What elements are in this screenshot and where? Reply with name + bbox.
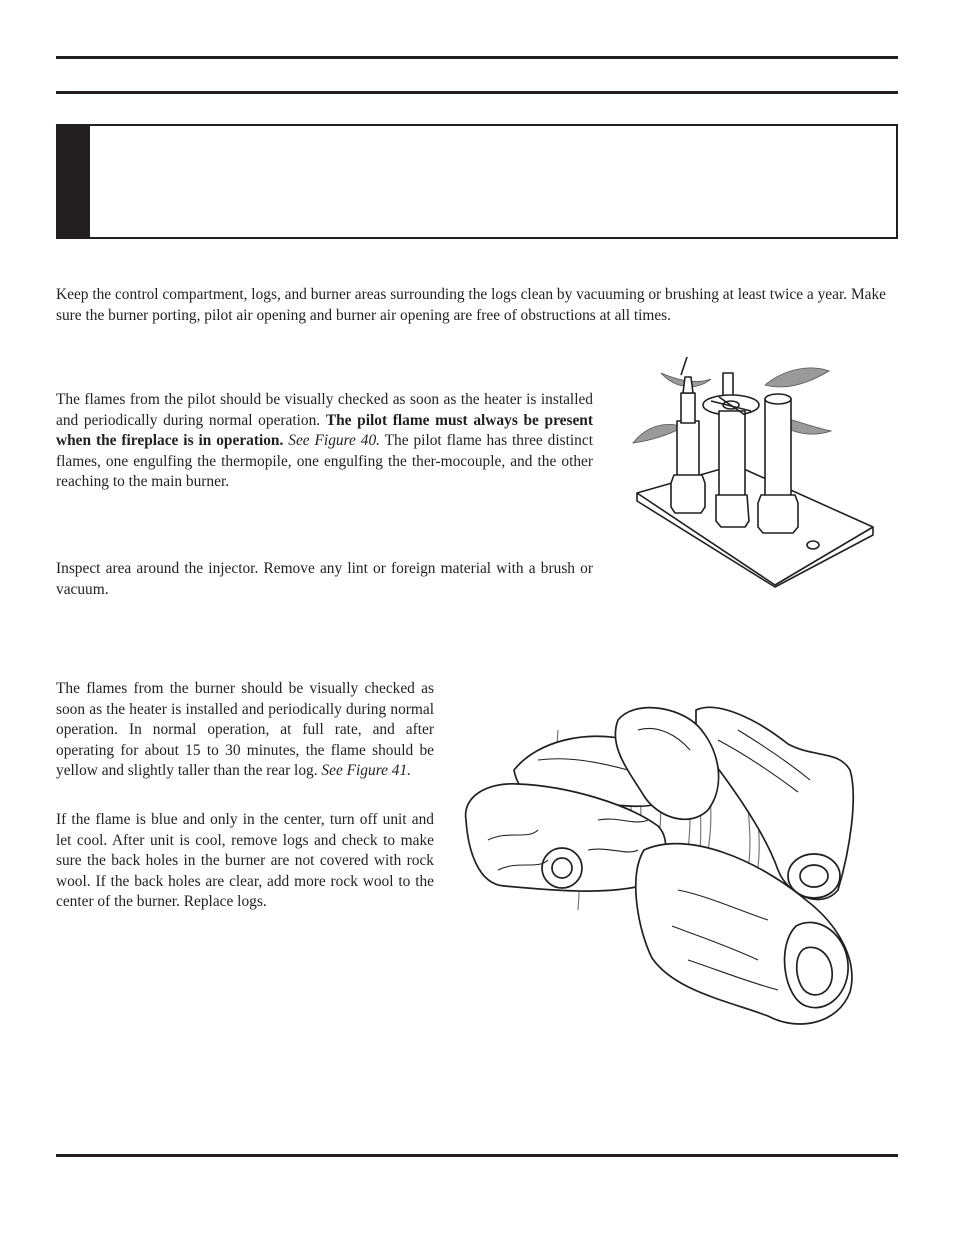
- pilot-assembly-figure: [625, 355, 875, 590]
- pilot-warning-bold: The pilot flame must always be present when the fireplace is in operation.: [56, 411, 593, 450]
- log-set-figure: [458, 700, 862, 1032]
- cleaning-paragraph: Keep the control compartment, logs, and burner areas surrounding the logs clean by vacuuming or brushing at least twice a year. Make sure the burner porting, pilot air opening and burner air opening are free of obstructions at all times.: [56, 286, 886, 324]
- notice-frame: [88, 124, 898, 239]
- pilot-text-a: The flames from the pilot should be visually checked as soon as the heater is installed and periodically during normal operation.: [56, 391, 593, 429]
- notice-box: [56, 124, 898, 239]
- figure-41-reference: See Figure 41.: [321, 762, 412, 780]
- burner-flame-paragraph: [56, 679, 434, 782]
- pilot-text-b: The pilot flame has three distinct flames, one engulfing the thermopile, one engulfing the ther-mocouple, and the other reaching to the main burner.: [56, 432, 593, 491]
- notice-tab: [56, 124, 90, 239]
- burner-text-a: The flames from the burner should be visually checked as soon as the heater is installed and periodically during normal operation. In normal operation, at full rate, and after operating for about 15 to 30 minutes, the flame should be yellow and slightly taller than the rear log.: [56, 680, 434, 780]
- figure-40-reference: See Figure 40.: [283, 432, 380, 450]
- footer-rule: [56, 1154, 898, 1157]
- burner-blue-flame-paragraph: If the flame is blue and only in the center, turn off unit and let cool. After unit is cool, remove logs and check to make sure the back holes in the burner are not covered with rock wool. If the back holes are clear, add more rock wool to the center of the burner. Replace logs.: [56, 811, 434, 911]
- header-rule-top: [56, 56, 898, 59]
- pilot-flame-paragraph: [56, 390, 593, 493]
- header-rule-bottom: [56, 91, 898, 94]
- injector-paragraph: Inspect area around the injector. Remove any lint or foreign material with a brush or vacuum.: [56, 560, 593, 598]
